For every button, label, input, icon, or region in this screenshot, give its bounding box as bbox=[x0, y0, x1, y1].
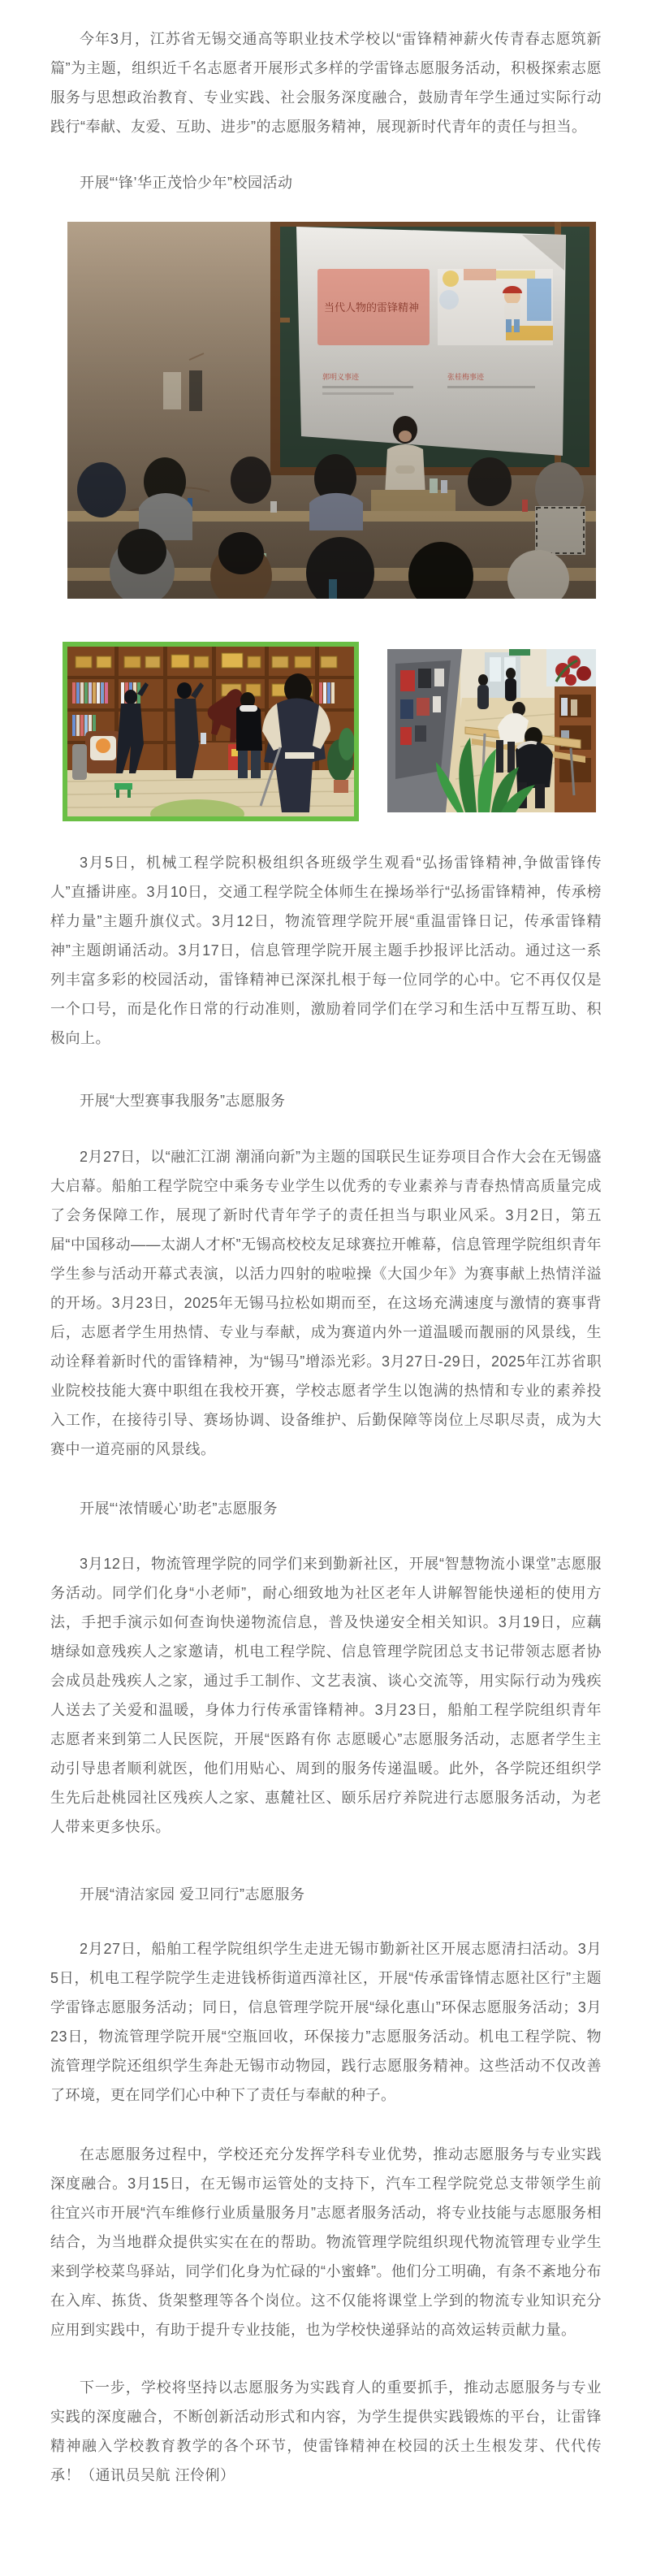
section-heading-clean-home: 开展“清洁家园 爱卫同行”志愿服务 bbox=[80, 1886, 305, 1903]
photo-classroom-lecture bbox=[67, 222, 596, 599]
paragraph-future-plans: 下一步，学校将坚持以志愿服务为实践育人的重要抓手，推动志愿服务与专业实践的深度融合，不断创新活动形式和内容，为学生提供实践锻炼的平台，让雷锋精神融入学校教育教学的各个环节，使雷锋精神在校园的沃土生根发芽、代代传承！（通讯员吴航 汪伶俐） bbox=[50, 2379, 602, 2483]
reading-room-illustration bbox=[67, 647, 354, 816]
classroom-photo-illustration bbox=[67, 222, 596, 599]
section-heading-elderly-service: 开展“‘浓情暖心’助老”志愿服务 bbox=[80, 1500, 278, 1517]
side-bookshelf bbox=[555, 686, 596, 812]
green-stool bbox=[114, 783, 132, 790]
paragraph-campus-activities: 3月5日，机械工程学院积极组织各班级学生观看“弘扬雷锋精神,争做雷锋传人”直播讲座。3月10日，交通工程学院全体师生在操场举行“弘扬雷锋精神，传承榜样力量”主题升旗仪式。3月12日，物流管理学院开展“重温雷锋日记，传承雷锋精神”主题朗诵活动。3月17日，信息管理学院开展主题手抄报评比活动。通过这一系列丰富多彩的校园活动，雷锋精神已深深扎根于每一位同学的心中。它不再仅仅是一个口号，而是化作日常的行动准则，激励着同学们在学习和生活中互帮互助、积极向上。 bbox=[50, 855, 602, 1046]
photo-row-volunteer-service bbox=[63, 642, 602, 821]
paragraph-professional-integration: 在志愿服务过程中，学校还充分发挥学科专业优势，推动志愿服务与专业实践深度融合。3月15日，在无锡市运管处的支持下，汽车工程学院党总支带领学生前往宜兴市开展“汽车维修行业质量服务月”志愿者服务活动，将专业技能与志愿服务相结合，为当地群众提供实实在在的帮助。物流管理学院组织现代物流管理专业学生来到学校菜鸟驿站，同学们化身为忙碌的“小蜜蜂”。他们分工明确，有条不紊地分布在入库、拣货、货架整理等各个岗位。这不仅能将课堂上学到的物流专业知识充分应用到实践中，有助于提升专业技能，也为学校快递驿站的高效运转贡献力量。 bbox=[50, 2146, 602, 2338]
section-heading-event-service: 开展“大型赛事我服务”志愿服务 bbox=[80, 1093, 286, 1109]
section-heading-campus-activities: 开展“‘锋’华正茂恰少年”校园活动 bbox=[80, 175, 293, 191]
paragraph-elderly-service: 3月12日，物流管理学院的同学们来到勤新社区，开展“智慧物流小课堂”志愿服务活动。同学们化身“小老师”，耐心细致地为社区老年人讲解智能快递柜的使用方法，手把手演示如何查询快递物流信息，普及快递安全相关知识。3月19日，应藕塘绿如意残疾人之家邀请，机电工程学院、信息管理学院团总支书记带领志愿者协会成员赴残疾人之家，通过手工制作、文艺表演、谈心交流等，用实际行动为残疾人送去了关爱和温暖，身体力行传承雷锋精神。3月23日，船舶工程学院组织青年志愿者来到第二人民医院，开展“医路有你 志愿暖心”志愿服务活动，志愿者学生主动引导患者顺利就医，他们用贴心、周到的服务传递温暖。此外，各学院还组织学生先后赴桃园社区残疾人之家、惠麓社区、颐乐居疗养院进行志愿服务活动，为老人带来更多快乐。 bbox=[50, 1556, 602, 1835]
photo-hallway-table-moving bbox=[387, 649, 596, 812]
paragraph-intro: 今年3月，江苏省无锡交通高等职业技术学校以“雷锋精神薪火传青春志愿筑新篇”为主题，组织近千名志愿者开展形式多样的学雷锋志愿服务活动，积极探索志愿服务与思想政治教育、专业实践、社会服务深度融合，鼓励青年学生通过实际行动践行“奉献、友爱、互助、进步”的志愿服务精神，展现新时代青年的责任与担当。 bbox=[50, 31, 602, 135]
paragraph-event-service: 2月27日，以“融汇江湖 潮涌向新”为主题的国联民生证券项目合作大会在无锡盛大启幕。船舶工程学院空中乘务专业学生以优秀的专业素养与青春热情高质量完成了会务保障工作，展现了新时代青年学子的责任担当与职业风采。3月2日，第五届“中国移动——太湖人才杯”无锡高校校友足球赛拉开帷幕，信息管理学院组织青年学生参与活动开幕式表演，以活力四射的啦啦操《大国少年》为赛事献上热情洋溢的开场。3月23日，2025年无锡马拉松如期而至，在这场充满速度与激情的赛事背后，志愿者学生用热情、专业与奉献，成为赛道内外一道温暖而靓丽的风景线，生动诠释着新时代的雷锋精神，为“锡马”增添光彩。3月27日-29日，2025年江苏省职业院校技能大赛中职组在我校开赛，学校志愿者学生以饱满的热情和专业的素养投入工作，在接待引导、赛场协调、设备维护、后勤保障等岗位上尽职尽责，成为大赛中一道亮丽的风景线。 bbox=[50, 1149, 602, 1457]
paragraph-clean-home: 2月27日，船舶工程学院组织学生走进无锡市勤新社区开展志愿清扫活动。3月5日，机电工程学院学生走进钱桥街道西漳社区，开展“传承雷锋情志愿社区行”主题学雷锋志愿服务活动；同日，信息管理学院开展“绿化惠山”环保志愿服务活动；3月23日，物流管理学院开展“空瓶回收，环保接力”志愿服务活动。机电工程学院、物流管理学院还组织学生奔赴无锡市动物园，践行志愿服务精神。这些活动不仅改善了环境，更在同学们心中种下了责任与奉献的种子。 bbox=[50, 1941, 602, 2103]
photo-reading-room-cleaning bbox=[63, 642, 359, 821]
hallway-illustration bbox=[387, 649, 596, 812]
